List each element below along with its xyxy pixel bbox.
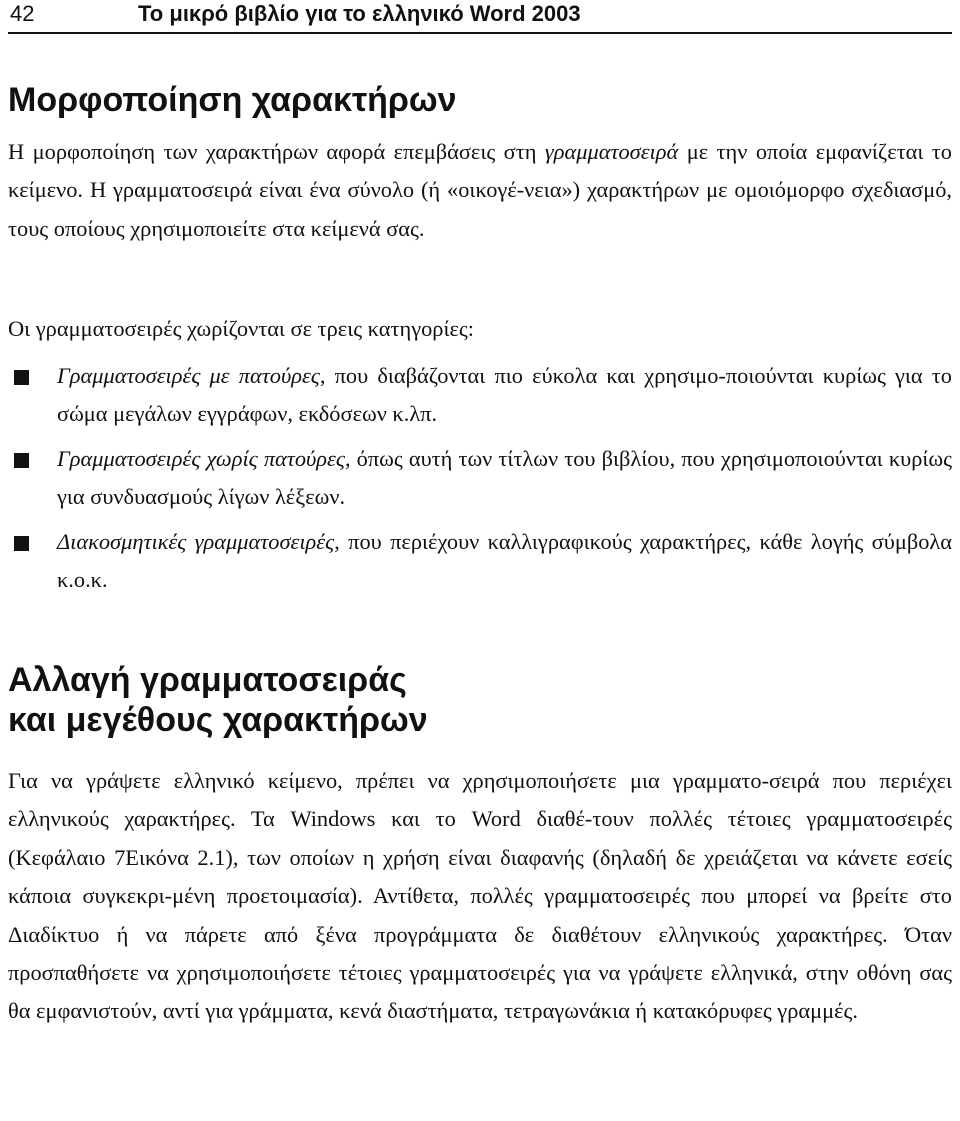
heading-line-1: Αλλαγή γραμματοσειράς (8, 661, 407, 699)
intro-emphasis: γραμματοσειρά (544, 139, 679, 164)
bullet-text: , που περιέχουν καλλιγραφικούς χαρακτήρες, κάθε λογής σύμβολα κ.ο.κ. (57, 528, 952, 593)
bullet-emphasis: Γραμματοσειρές χωρίς πατούρες (57, 445, 345, 471)
square-bullet-icon (14, 453, 29, 468)
page-number: 42 (10, 1, 35, 26)
section-heading-font-change (8, 660, 952, 740)
body-paragraph: Για να γράψετε ελληνικό κείμενο, πρέπει να χρησιμοποιήσετε μια γραμματο-σειρά που περιέχει ελληνικούς χαρακτήρες. Τα Windows και το Word διαθέ-τουν πολλές τέτοιες γραμματοσειρές (Κεφάλαιο 7Εικόνα 2.1), των οποίων η χρήση είναι διαφανής (δηλαδή δε χρειάζεται να κάνετε εσείς κάποια συγκεκρι-μένη προετοιμασία). Αντίθετα, πολλές γραμματοσειρές που μπορεί να βρείτε στο Διαδίκτυο ή να πάρετε από ξένα προγράμματα δε διαθέτουν ελληνικούς χαρακτήρες. Όταν προσπαθήσετε να χρησιμοποιήσετε τέτοιες γραμματοσειρές για να γράψετε ελληνικά, στην οθόνη σας θα εμφανιστούν, αντί για γράμματα, κενά διαστήματα, τετραγωνάκια ή κατακόρυφες γραμμές. (8, 768, 952, 1024)
running-header (8, 0, 952, 34)
bullet-emphasis: Διακοσμητικές γραμματοσειρές (57, 528, 335, 554)
intro-text-start: Η μορφοποίηση των χαρακτήρων αφορά επεμβάσεις στη (8, 139, 545, 164)
list-item (8, 523, 952, 600)
square-bullet-icon (14, 536, 29, 551)
categories-intro: Οι γραμματοσειρές χωρίζονται σε τρεις κατηγορίες: (8, 316, 474, 341)
bullet-text: , που διαβάζονται πιο εύκολα και χρησιμο-ποιούνται κυρίως για το σώμα μεγάλων εγγράφων, εκδόσεων κ.λπ. (57, 363, 952, 427)
square-bullet-icon (14, 370, 29, 385)
intro-text-end: με την οποία εμφανίζεται το κείμενο. Η γραμματοσειρά είναι ένα σύνολο (ή «οικογέ-νεια») χαρακτήρων με ομοιόμορφο σχεδιασμό, τους οποίους χρησιμοποιείτε στα κείμενά σας. (8, 139, 952, 241)
list-item (8, 440, 952, 517)
bullet-text: , όπως αυτή των τίτλων του βιβλίου, που χρησιμοποιούνται κυρίως για συνδυασμούς λίγων λέξεων. (57, 445, 952, 510)
bullet-emphasis: Γραμματοσειρές με πατούρες (57, 363, 320, 388)
heading-line-2: και μεγέθους χαρακτήρων (8, 701, 428, 739)
list-item (8, 357, 952, 434)
font-categories-list (8, 357, 952, 605)
book-title: Το μικρό βιβλίο για το ελληνικό Word 2003 (138, 1, 581, 26)
section-heading-formatting: Μορφοποίηση χαρακτήρων (8, 81, 457, 119)
intro-paragraph (8, 133, 952, 248)
